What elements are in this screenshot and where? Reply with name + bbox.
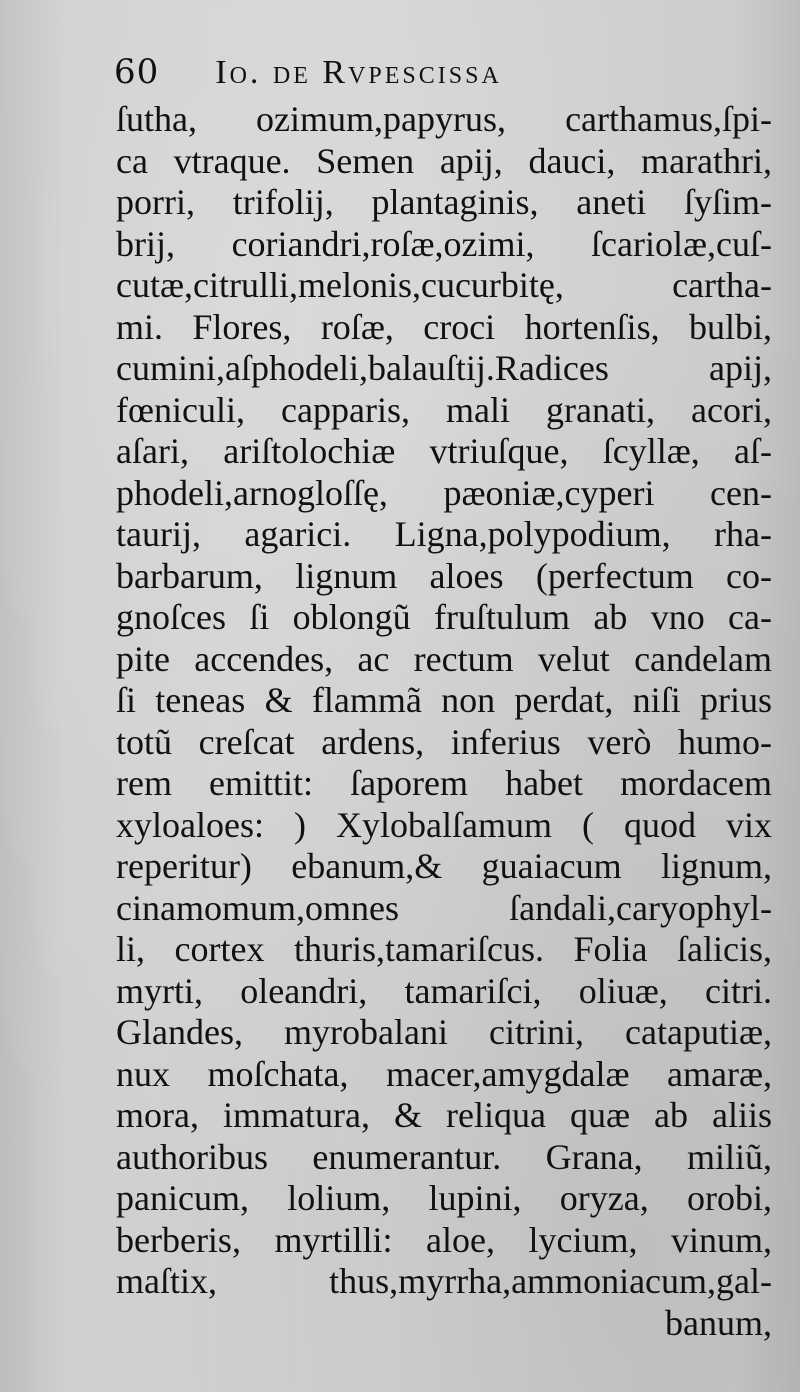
text-line: mi. Flores, roſæ, croci hortenſis, bulbi, (116, 306, 772, 347)
text-line: fœniculi, capparis, mali granati, acori, (116, 389, 772, 430)
text-line: ca vtraque. Semen apij, dauci, marathri, (116, 140, 772, 181)
text-line: cinamomum,omnes ſandali,caryophyl- (116, 887, 772, 928)
text-line: ſutha, ozimum,papyrus, carthamus,ſpi- (116, 99, 772, 139)
text-line: li, cortex thuris,tamariſcus. Folia ſalicis, (116, 929, 772, 969)
text-line: rem emittit: ſaporem habet mordacem (116, 763, 772, 803)
text-line: aſari, ariſtolochiæ vtriuſque, ſcyllæ, aſ- (116, 431, 772, 471)
text-line: brij, coriandri,roſæ,ozimi, ſcariolæ,cuſ- (116, 223, 772, 264)
text-line: cutæ,citrulli,melonis,cucurbitę, cartha- (116, 265, 772, 305)
text-line: taurij, agarici. Ligna,polypodium, rha- (116, 514, 772, 554)
text-line-last: banum, (665, 1302, 772, 1343)
text-line: berberis, myrtilli: aloe, lycium, vinum, (116, 1219, 772, 1260)
text-line: maſtix, thus,myrrha,ammoniacum,gal- (116, 1261, 772, 1301)
text-line: gnoſces ſi oblongũ fruſtulum ab vno ca- (116, 597, 772, 637)
page-number: 60 (114, 52, 160, 92)
text-line: porri, trifolij, plantaginis, aneti ſyſim- (116, 182, 772, 222)
running-title: Io. de Rvpescissa (215, 54, 502, 91)
text-line: mora, immatura, & reliqua quæ ab aliis (116, 1095, 772, 1135)
text-line: ſi teneas & flammã non perdat, niſi prius (116, 680, 772, 720)
text-line: nux moſchata, macer,amygdalæ amaræ, (116, 1053, 772, 1094)
text-line: cumini,aſphodeli,balauſtij.Radices apij, (116, 348, 772, 388)
text-line: myrti, oleandri, tamariſci, oliuæ, citri. (116, 970, 772, 1011)
text-line: xyloaloes: ) Xylobalſamum ( quod vix (116, 804, 772, 845)
text-line: authoribus enumerantur. Grana, miliũ, (116, 1136, 772, 1177)
body-text (116, 99, 772, 1344)
text-line: phodeli,arnogloſſę, pæoniæ,cyperi cen- (116, 472, 772, 513)
text-line: totũ creſcat ardens, inferius verò humo- (116, 721, 772, 762)
text-line: barbarum, lignum aloes (perfectum co- (116, 555, 772, 596)
text-line: reperitur) ebanum,& guaiacum lignum, (116, 846, 772, 886)
text-line: pite accendes, ac rectum velut candelam (116, 638, 772, 679)
text-line: panicum, lolium, lupini, oryza, orobi, (116, 1178, 772, 1218)
running-head (114, 52, 674, 92)
text-line: Glandes, myrobalani citrini, cataputiæ, (116, 1012, 772, 1052)
